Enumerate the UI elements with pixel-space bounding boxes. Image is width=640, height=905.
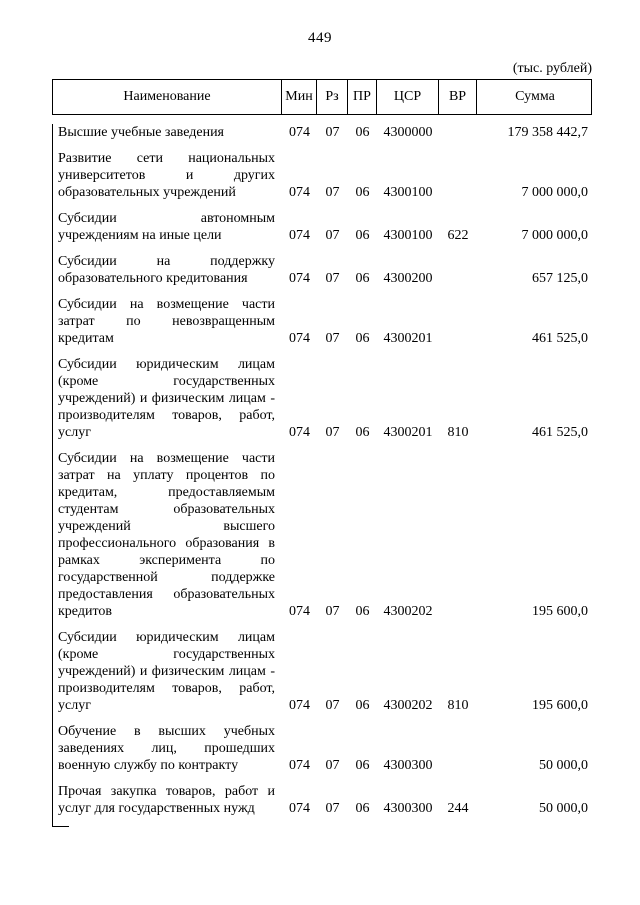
header-cell-pr: ПР <box>348 80 377 114</box>
cell-sum: 461 525,0 <box>532 425 588 440</box>
table-body <box>52 124 592 827</box>
cell-csr: 4300200 <box>383 271 433 286</box>
cell-sum: 7 000 000,0 <box>521 185 588 200</box>
table-header-row <box>52 79 592 115</box>
cell-name: Субсидии на возмещение части затрат по невозвращенным кредитам <box>58 297 275 346</box>
cell-sum: 195 600,0 <box>532 604 588 619</box>
cell-csr: 4300201 <box>383 425 433 440</box>
cell-min: 074 <box>289 331 310 346</box>
cell-min: 074 <box>289 228 310 243</box>
cell-csr: 4300202 <box>383 604 433 619</box>
cell-rz: 07 <box>325 698 340 713</box>
cell-rz: 07 <box>325 425 340 440</box>
cell-sum: 461 525,0 <box>532 331 588 346</box>
cell-rz: 07 <box>325 801 340 816</box>
cell-name: Субсидии на возмещение части затрат на уплату процентов по кредитам, предоставляемым студентам образовательных учреждений высшего профессионального образования в рамках эксперимента по государственной поддержке предоставления образовательных кредитов <box>58 451 275 619</box>
table-row <box>53 253 592 287</box>
cell-pr: 06 <box>355 758 370 773</box>
cell-min: 074 <box>289 758 310 773</box>
cell-pr: 06 <box>355 228 370 243</box>
cell-min: 074 <box>289 185 310 200</box>
cell-min: 074 <box>289 271 310 286</box>
cell-pr: 06 <box>355 698 370 713</box>
cell-name: Прочая закупка товаров, работ и услуг для государственных нужд <box>58 784 275 816</box>
cell-name: Высшие учебные заведения <box>58 125 224 140</box>
cell-pr: 06 <box>355 425 370 440</box>
cell-min: 074 <box>289 604 310 619</box>
cell-csr: 4300201 <box>383 331 433 346</box>
units-note: (тыс. рублей) <box>512 61 592 76</box>
cell-name: Субсидии автономным учреждениям на иные цели <box>58 211 275 243</box>
cell-csr: 4300300 <box>383 758 433 773</box>
cell-pr: 06 <box>355 185 370 200</box>
page-number: 449 <box>308 30 332 46</box>
cell-name: Субсидии юридическим лицам (кроме государственных учреждений) и физическим лицам - производителям товаров, работ, услуг <box>58 630 275 713</box>
cell-pr: 06 <box>355 604 370 619</box>
cell-csr: 4300100 <box>383 185 433 200</box>
cell-sum: 50 000,0 <box>539 801 588 816</box>
header-cell-csr: ЦСР <box>377 80 439 114</box>
table-row <box>53 356 592 441</box>
cell-sum: 195 600,0 <box>532 698 588 713</box>
cell-sum: 7 000 000,0 <box>521 228 588 243</box>
cell-sum: 179 358 442,7 <box>507 125 588 140</box>
table-row <box>53 723 592 774</box>
document-sheet <box>52 61 592 827</box>
cell-pr: 06 <box>355 125 370 140</box>
table-row <box>53 124 592 141</box>
cell-sum: 657 125,0 <box>532 271 588 286</box>
cell-name: Субсидии юридическим лицам (кроме государственных учреждений) и физическим лицам - производителям товаров, работ, услуг <box>58 357 275 440</box>
cell-csr: 4300000 <box>383 125 433 140</box>
budget-table <box>52 79 592 827</box>
cell-min: 074 <box>289 698 310 713</box>
cell-pr: 06 <box>355 271 370 286</box>
cell-pr: 06 <box>355 331 370 346</box>
cell-rz: 07 <box>325 331 340 346</box>
cell-min: 074 <box>289 125 310 140</box>
table-row <box>53 296 592 347</box>
cell-vr: 810 <box>447 698 469 713</box>
cell-min: 074 <box>289 801 310 816</box>
cell-csr: 4300100 <box>383 228 433 243</box>
cell-rz: 07 <box>325 185 340 200</box>
header-cell-name: Наименование <box>53 80 282 114</box>
cell-name: Субсидии на поддержку образовательного кредитования <box>58 254 275 286</box>
table-row <box>53 210 592 244</box>
cell-vr: 244 <box>447 801 469 816</box>
header-cell-sum: Сумма <box>515 89 555 104</box>
header-cell-rz: Рз <box>317 80 348 114</box>
cell-pr: 06 <box>355 801 370 816</box>
cell-csr: 4300202 <box>383 698 433 713</box>
cell-rz: 07 <box>325 228 340 243</box>
cell-sum: 50 000,0 <box>539 758 588 773</box>
table-row <box>53 629 592 714</box>
table-row <box>53 450 592 620</box>
cell-name: Обучение в высших учебных заведениях лиц, прошедших военную службу по контракту <box>58 724 275 773</box>
header-cell-min: Мин <box>282 80 317 114</box>
cell-name: Развитие сети национальных университетов и других образовательных учреждений <box>58 151 275 200</box>
cell-vr: 622 <box>447 228 469 243</box>
cell-vr: 810 <box>447 425 469 440</box>
cell-rz: 07 <box>325 125 340 140</box>
cell-rz: 07 <box>325 271 340 286</box>
table-row <box>53 783 592 817</box>
table-row <box>53 150 592 201</box>
cell-rz: 07 <box>325 758 340 773</box>
cell-rz: 07 <box>325 604 340 619</box>
header-cell-vr: ВР <box>439 80 477 114</box>
cell-min: 074 <box>289 425 310 440</box>
cell-csr: 4300300 <box>383 801 433 816</box>
